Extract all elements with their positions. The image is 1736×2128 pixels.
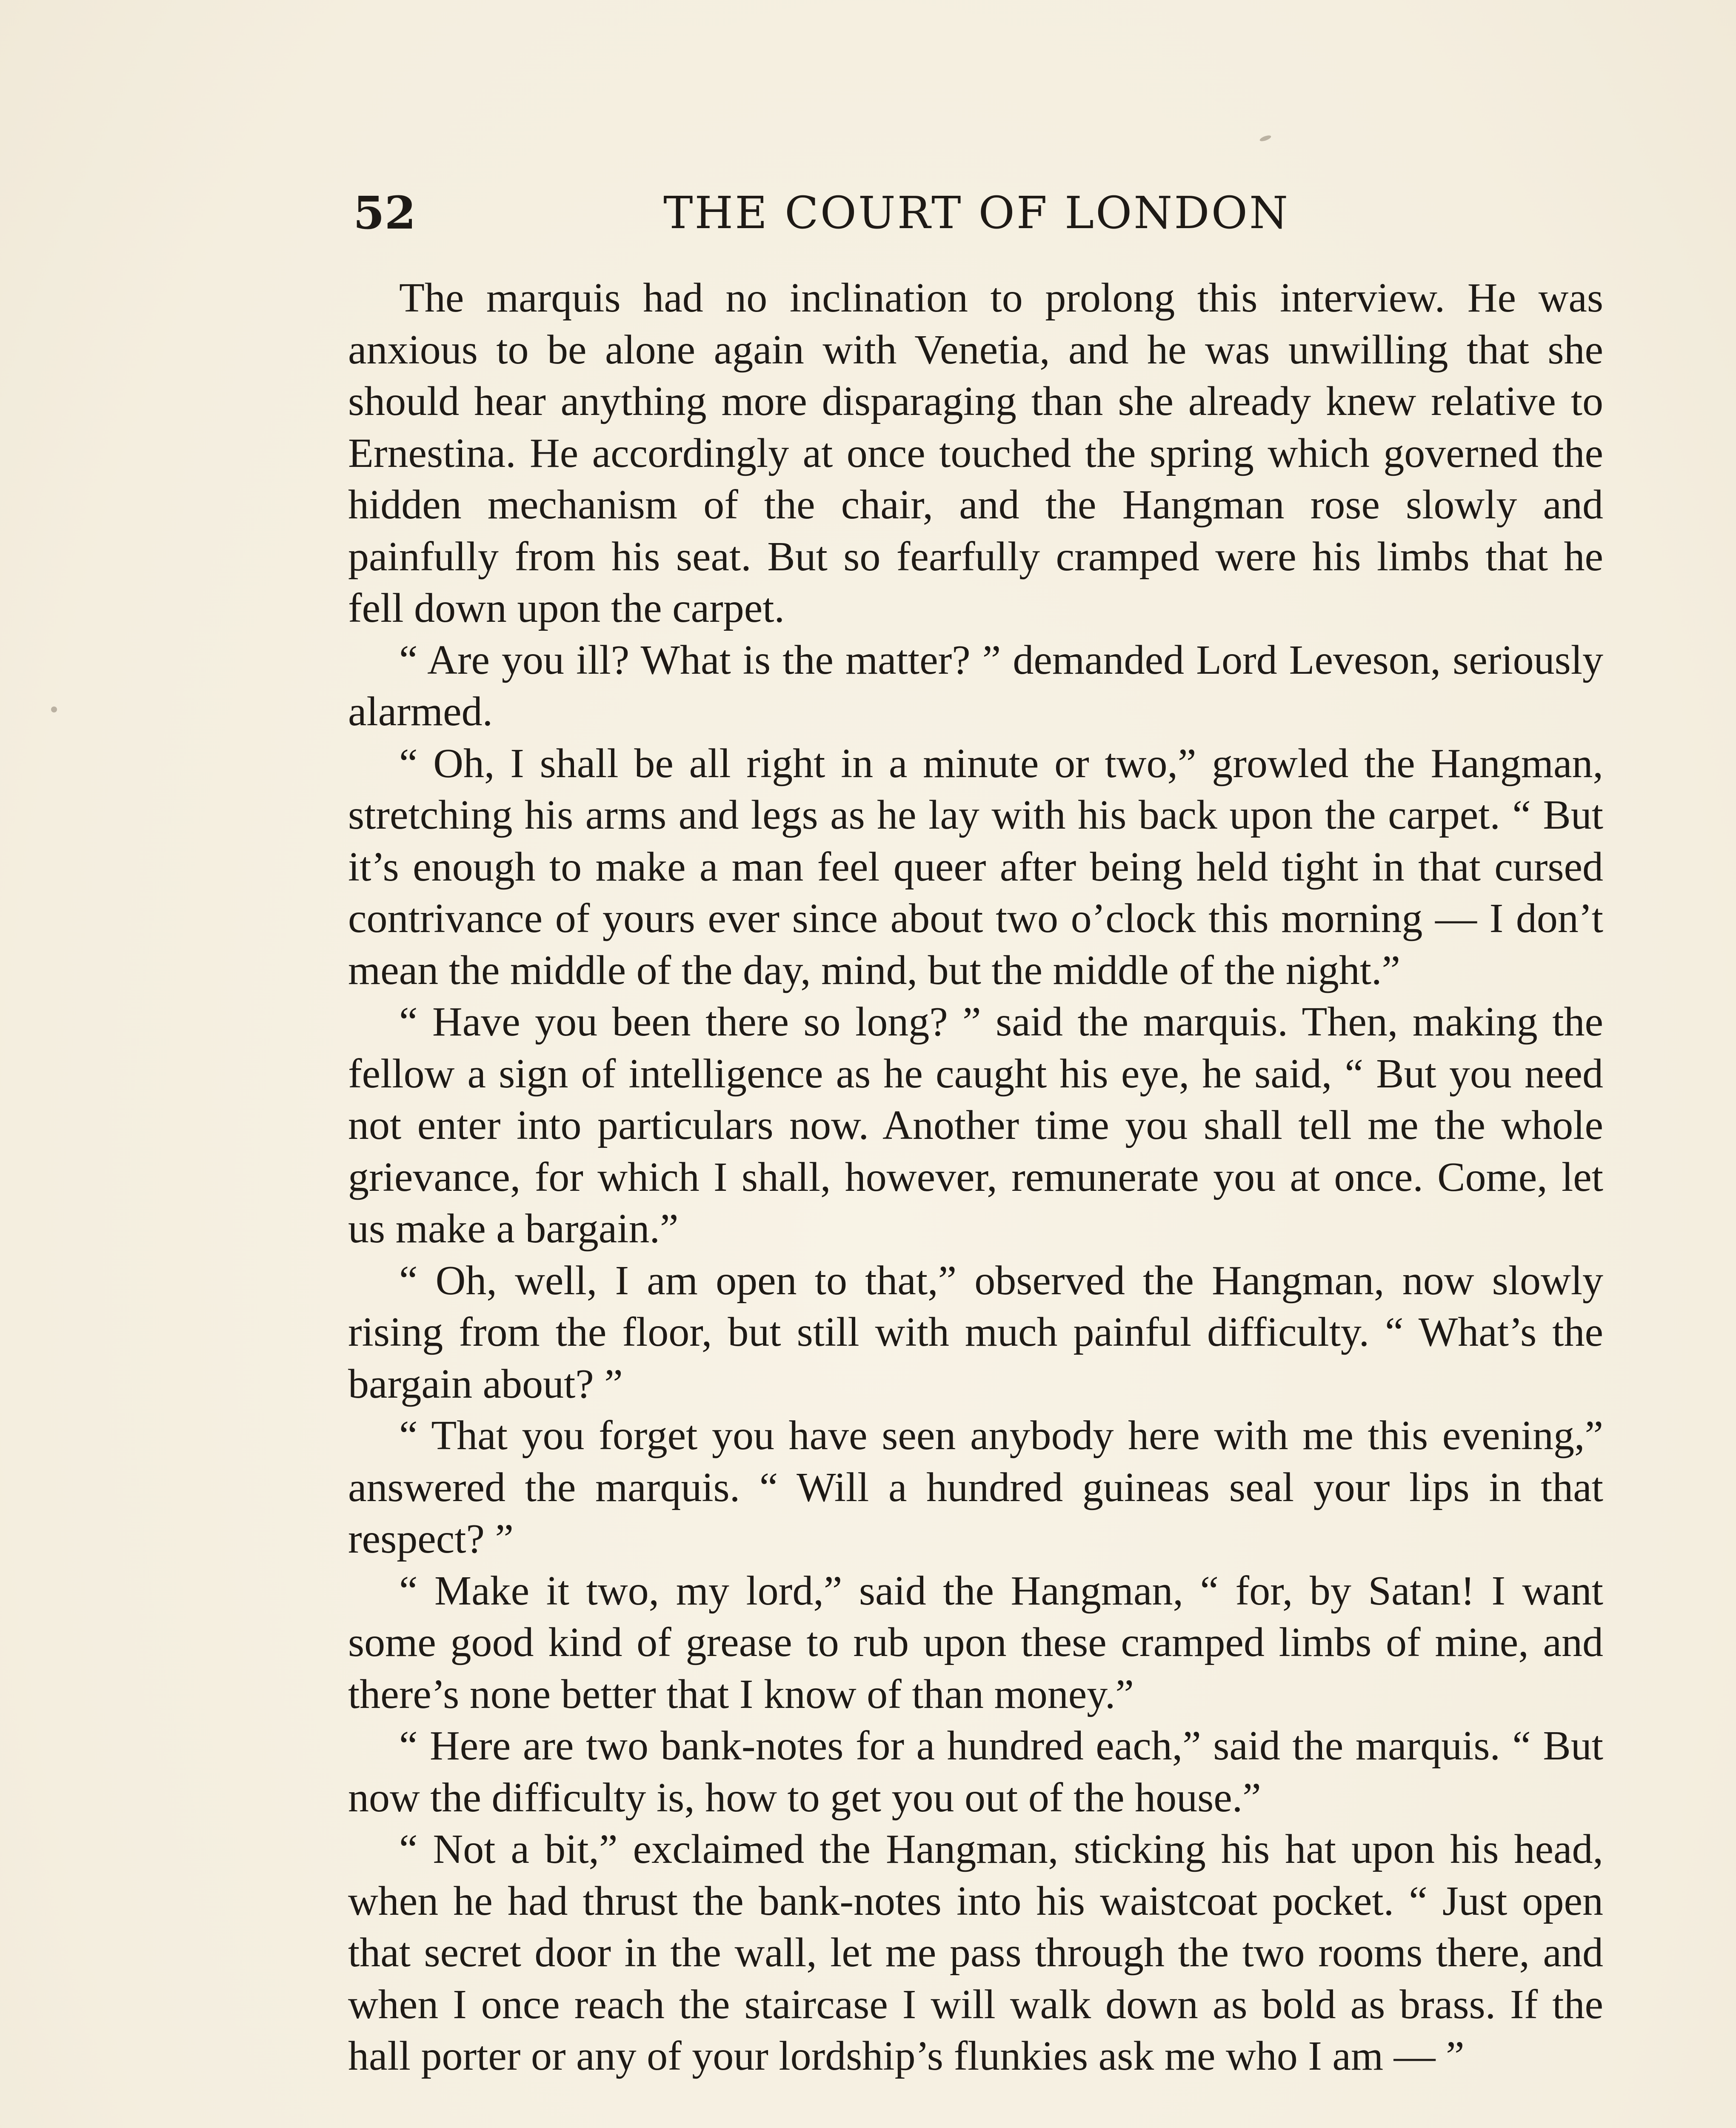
paragraph: “ Here are two bank-notes for a hundred each,” said the marquis. “ But now the difficulty is, how to get you out of the house.” (348, 1723, 1603, 1821)
running-title: THE COURT OF LONDON (663, 187, 1290, 239)
paragraph: “ Are you ill? What is the matter? ” demanded Lord Leveson, seriously alarmed. (348, 637, 1603, 735)
paragraph: “ Oh, I shall be all right in a minute or two,” growled the Hangman, stretching his arms and legs as he lay with his back upon the carpet. “ But it’s enough to make a man feel queer after being held tight in that cursed contrivance of yours ever since about two o’clock this morning — I don’t mean the middle of the day, mind, but the middle of the night.” (348, 740, 1603, 993)
paragraph: “ That you forget you have seen anybody here with me this evening,” answered the marquis. “ Will a hundred guineas seal your lips in that respect? ” (348, 1413, 1603, 1562)
paragraph: “ Make it two, my lord,” said the Hangman, “ for, by Satan! I want some good kind of grease to rub upon these cramped limbs of mine, and there’s none better that I know of than money.” (348, 1567, 1603, 1717)
paragraph: The marquis had no inclination to prolong this interview. He was anxious to be alone again with Venetia, and he was unwilling that she should hear anything more disparaging than she already knew relative to Ernestina. He accordingly at once touched the spring which governed the hidden mechanism of the chair, and the Hangman rose slowly and painfully from his seat. But so fearfully cramped were his limbs that he fell down upon the carpet. (348, 275, 1603, 631)
paragraph: “ Not a bit,” exclaimed the Hangman, sticking his hat upon his head, when he had thrust the bank-notes into his waistcoat pocket. “ Just open that secret door in the wall, let me pass through the two rooms there, and when I once reach the staircase I will walk down as bold as brass. If the hall porter or any of your lordship’s flunkies ask me who I am — ” (348, 1826, 1603, 2079)
paper-speck (1259, 134, 1272, 143)
page-number: 52 (353, 186, 416, 239)
page-header (353, 181, 1600, 245)
paragraph: “ Oh, well, I am open to that,” observed the Hangman, now slowly rising from the floor, but still with much painful difficulty. “ What’s the bargain about? ” (348, 1257, 1603, 1407)
body-text (348, 272, 1603, 2082)
paper-speck (51, 706, 57, 712)
paragraph: “ Have you been there so long? ” said the marquis. Then, making the fellow a sign of intelligence as he caught his eye, he said, “ But you need not enter into particulars now. Another time you shall tell me the whole grievance, for which I shall, however, remunerate you at once. Come, let us make a bargain.” (348, 999, 1603, 1252)
